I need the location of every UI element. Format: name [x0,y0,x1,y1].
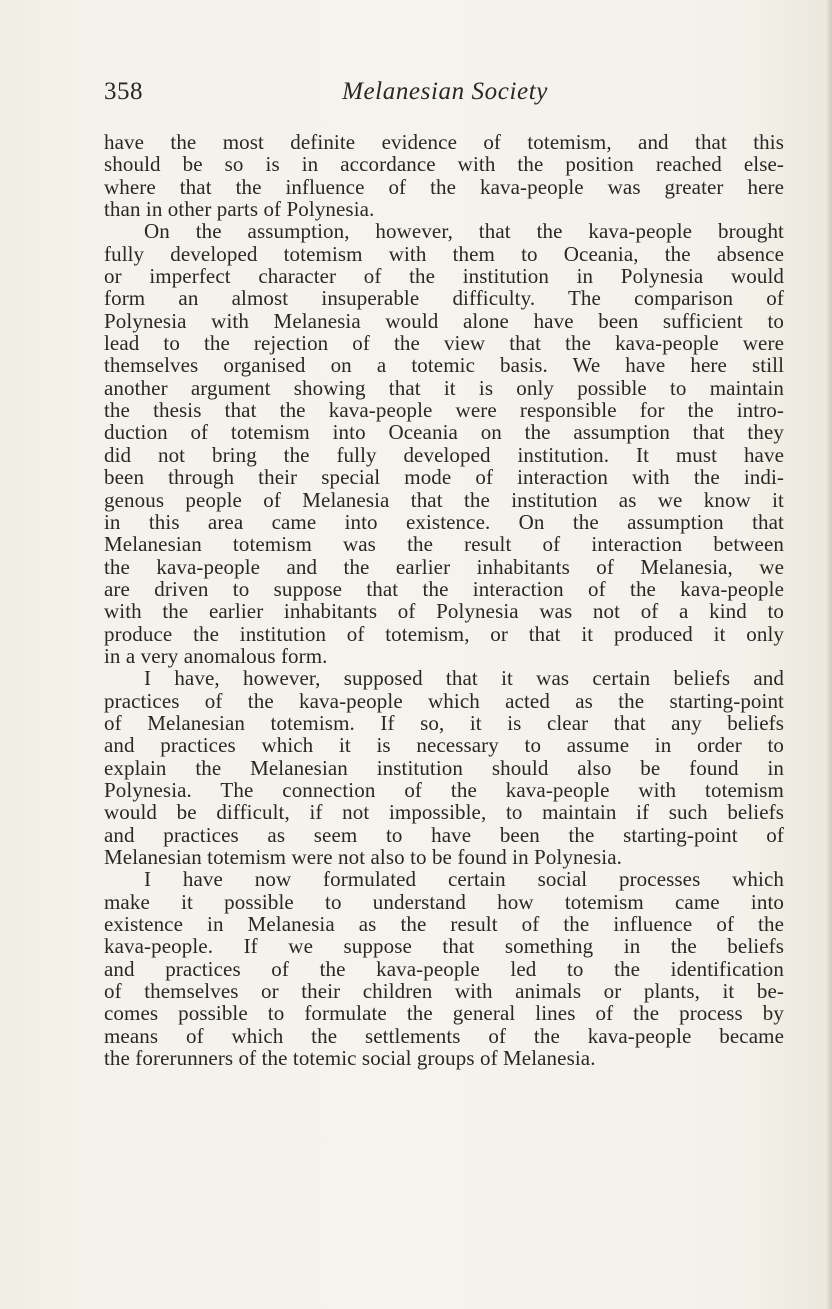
text-line: fully developed totemism with them to Oceania, the absence [104,241,784,266]
page-number: 358 [104,78,143,105]
text-line: and practices as seem to have been the starting-point of [104,822,784,847]
text-line: and practices of the kava-people led to the identification [104,956,784,981]
text-line: of themselves or their children with animals or plants, it be- [104,979,784,1004]
text-line: Polynesia with Melanesia would alone have been sufficient to [104,308,784,333]
paragraph-first-line: I have, however, supposed that it was certain beliefs and [144,666,784,691]
text-line: means of which the settlements of the kava-people became [104,1023,784,1048]
text-line: Polynesia. The connection of the kava-people with totemism [104,777,784,802]
text-line: existence in Melanesia as the result of the influence of the [104,912,784,937]
text-line: form an almost insuperable difficulty. The comparison of [104,286,784,311]
page-edge-shadow [826,0,832,1309]
text-line: explain the Melanesian institution should also be found in [104,755,784,780]
text-line: or imperfect character of the institution in Polynesia would [104,264,784,289]
page-header [104,76,784,116]
text-line: practices of the kava-people which acted as the starting-point [104,688,784,713]
running-title: Melanesian Society [342,78,548,105]
text-line: kava-people. If we suppose that something in the beliefs [104,934,784,959]
text-line: genous people of Melanesia that the institution as we know it [104,487,784,512]
text-line: lead to the rejection of the view that the kava-people were [104,331,784,356]
text-line: have the most definite evidence of totemism, and that this [104,130,784,154]
text-line: in a very anomalous form. [104,643,328,668]
text-line: duction of totemism into Oceania on the assumption that they [104,420,784,445]
text-line: than in other parts of Polynesia. [104,197,375,222]
text-line: should be so is in accordance with the position reached else- [104,152,784,177]
text-line: comes possible to formulate the general lines of the process by [104,1001,784,1026]
body-text [104,131,784,1069]
text-line: the thesis that the kava-people were responsible for the intro- [104,398,784,423]
text-line: in this area came into existence. On the assumption that [104,509,784,534]
text-line: Melanesian totemism was the result of interaction between [104,532,784,557]
text-line: would be difficult, if not impossible, to maintain if such beliefs [104,800,784,825]
text-line: are driven to suppose that the interaction of the kava-people [104,576,784,601]
text-line: make it possible to understand how totemism came into [104,889,784,914]
text-line: with the earlier inhabitants of Polynesia was not of a kind to [104,599,784,624]
paragraph-first-line: I have now formulated certain social processes which [144,867,784,892]
text-line: been through their special mode of interaction with the indi- [104,465,784,490]
text-line: Melanesian totemism were not also to be found in Polynesia. [104,845,622,869]
text-line: another argument showing that it is only possible to maintain [104,375,784,400]
text-line: and practices which it is necessary to assume in order to [104,733,784,758]
text-line: the kava-people and the earlier inhabitants of Melanesia, we [104,554,784,579]
text-line: of Melanesian totemism. If so, it is clear that any beliefs [104,710,784,735]
text-line: where that the influence of the kava-people was greater here [104,174,784,199]
text-line: themselves organised on a totemic basis. We have here still [104,353,784,378]
paragraph-first-line: On the assumption, however, that the kava-people brought [144,219,784,244]
text-line: the forerunners of the totemic social groups of Melanesia. [104,1046,596,1071]
text-line: produce the institution of totemism, or that it produced it only [104,621,784,646]
text-line: did not bring the fully developed institution. It must have [104,442,784,467]
